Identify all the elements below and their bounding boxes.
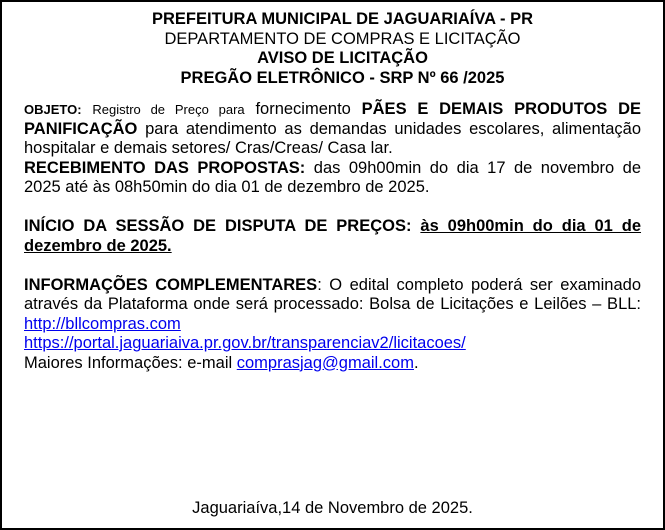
spacer <box>24 198 641 218</box>
objeto-label: OBJETO: <box>24 102 82 117</box>
informacoes-text: : O edital completo poderá ser examinado através da Plataforma onde será processado: Bolsa de Licitações e Leilões – BLL: <box>24 275 642 313</box>
objeto-paragraph <box>24 100 641 159</box>
recebimento-paragraph <box>24 159 641 198</box>
date-footer: Jaguariaíva,14 de Novembro de 2025. <box>192 499 473 517</box>
pregao-title: PREGÃO ELETRÔNICO - SRP Nº 66 /2025 <box>180 68 505 87</box>
inicio-value: às 09h00min do dia 01 de dezembro de 2025. <box>24 217 642 255</box>
contato-paragraph <box>24 354 641 374</box>
objeto-text-small: Registro de Preço para <box>92 102 245 117</box>
inicio-paragraph <box>24 217 641 256</box>
portal-link[interactable]: https://portal.jaguariaiva.pr.gov.br/transparenciav2/licitacoes/ <box>24 334 466 352</box>
portal-paragraph <box>24 334 641 354</box>
informacoes-paragraph <box>24 276 641 335</box>
departamento-title: DEPARTAMENTO DE COMPRAS E LICITAÇÃO <box>164 29 521 48</box>
notice-header <box>80 10 605 88</box>
inicio-label: INÍCIO DA SESSÃO DE DISPUTA DE PREÇOS: <box>24 217 412 235</box>
aviso-title: AVISO DE LICITAÇÃO <box>257 49 428 67</box>
email-link[interactable]: comprasjag@gmail.com <box>236 353 414 372</box>
bll-link[interactable]: http://bllcompras.com <box>24 314 181 333</box>
objeto-highlight: PÃES E DEMAIS PRODUTOS DE PANIFICAÇÃO <box>24 100 642 138</box>
notice-body <box>24 100 641 373</box>
objeto-text-b: para atendimento as demandas unidades escolares, alimentação hospitalar e demais setores/ Cras/Creas/ Casa lar. <box>24 119 641 157</box>
contato-suffix: . <box>413 353 419 372</box>
prefeitura-title: PREFEITURA MUNICIPAL DE JAGUARIAÍVA - PR <box>151 10 534 28</box>
informacoes-label: INFORMAÇÕES COMPLEMENTARES <box>24 275 318 294</box>
objeto-text-a: fornecimento <box>255 100 351 118</box>
spacer <box>24 256 641 276</box>
recebimento-text: das 09h00min do dia 17 de novembro de 2025 até às 08h50min do dia 01 de dezembro de 2025. <box>24 158 642 196</box>
contato-prefix: Maiores Informações: e-mail <box>24 353 233 372</box>
recebimento-label: RECEBIMENTO DAS PROPOSTAS: <box>24 158 306 177</box>
